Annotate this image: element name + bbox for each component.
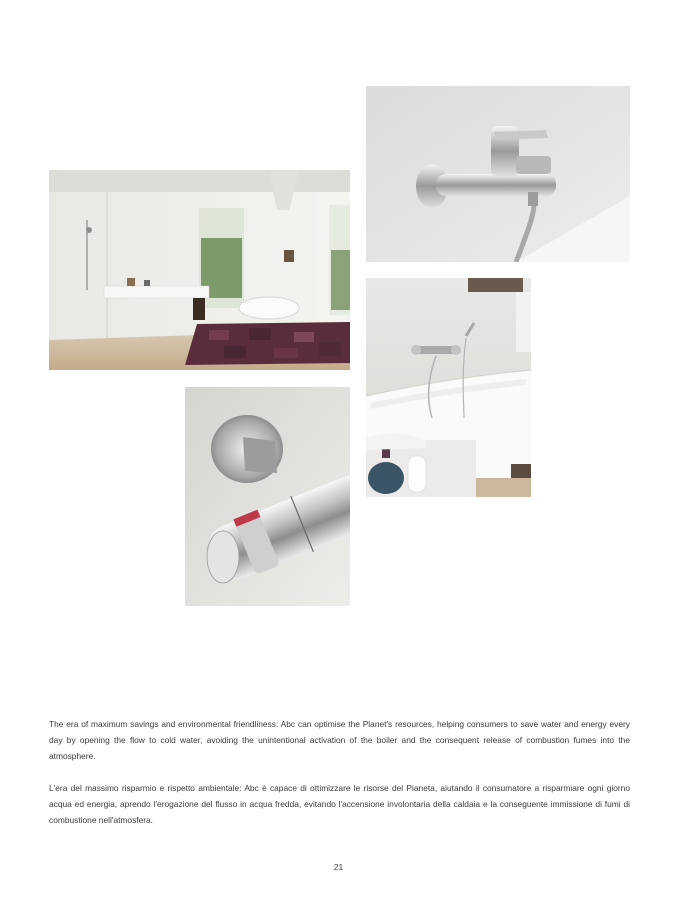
thermostat-photo (185, 387, 350, 606)
english-paragraph: The era of maximum savings and environmental friendliness: Abc can optimise the Planet's resources, helping consumers to save water and energy every day by opening the flow to cold water, avoiding the unintentional activation of the boiler and the consequent release of combustion fumes into the atmosphere. (49, 719, 630, 761)
page-number: 21 (333, 862, 344, 872)
bathroom-photo (49, 170, 350, 370)
bathtub-photo (366, 278, 531, 497)
wall-mixer-photo (366, 86, 630, 262)
italian-paragraph: L'era del massimo risparmio e rispetto ambientale: Abc è capace di ottimizzare le risorse del Pianeta, aiutando il consumatore a risparmiare ogni giorno acqua ed energia, aprendo l'erogazione del flusso in acqua fredda, evitando l'accensione involontaria della caldaia e la conseguente immissione di fumi di combustione nell'atmosfera. (49, 783, 630, 825)
